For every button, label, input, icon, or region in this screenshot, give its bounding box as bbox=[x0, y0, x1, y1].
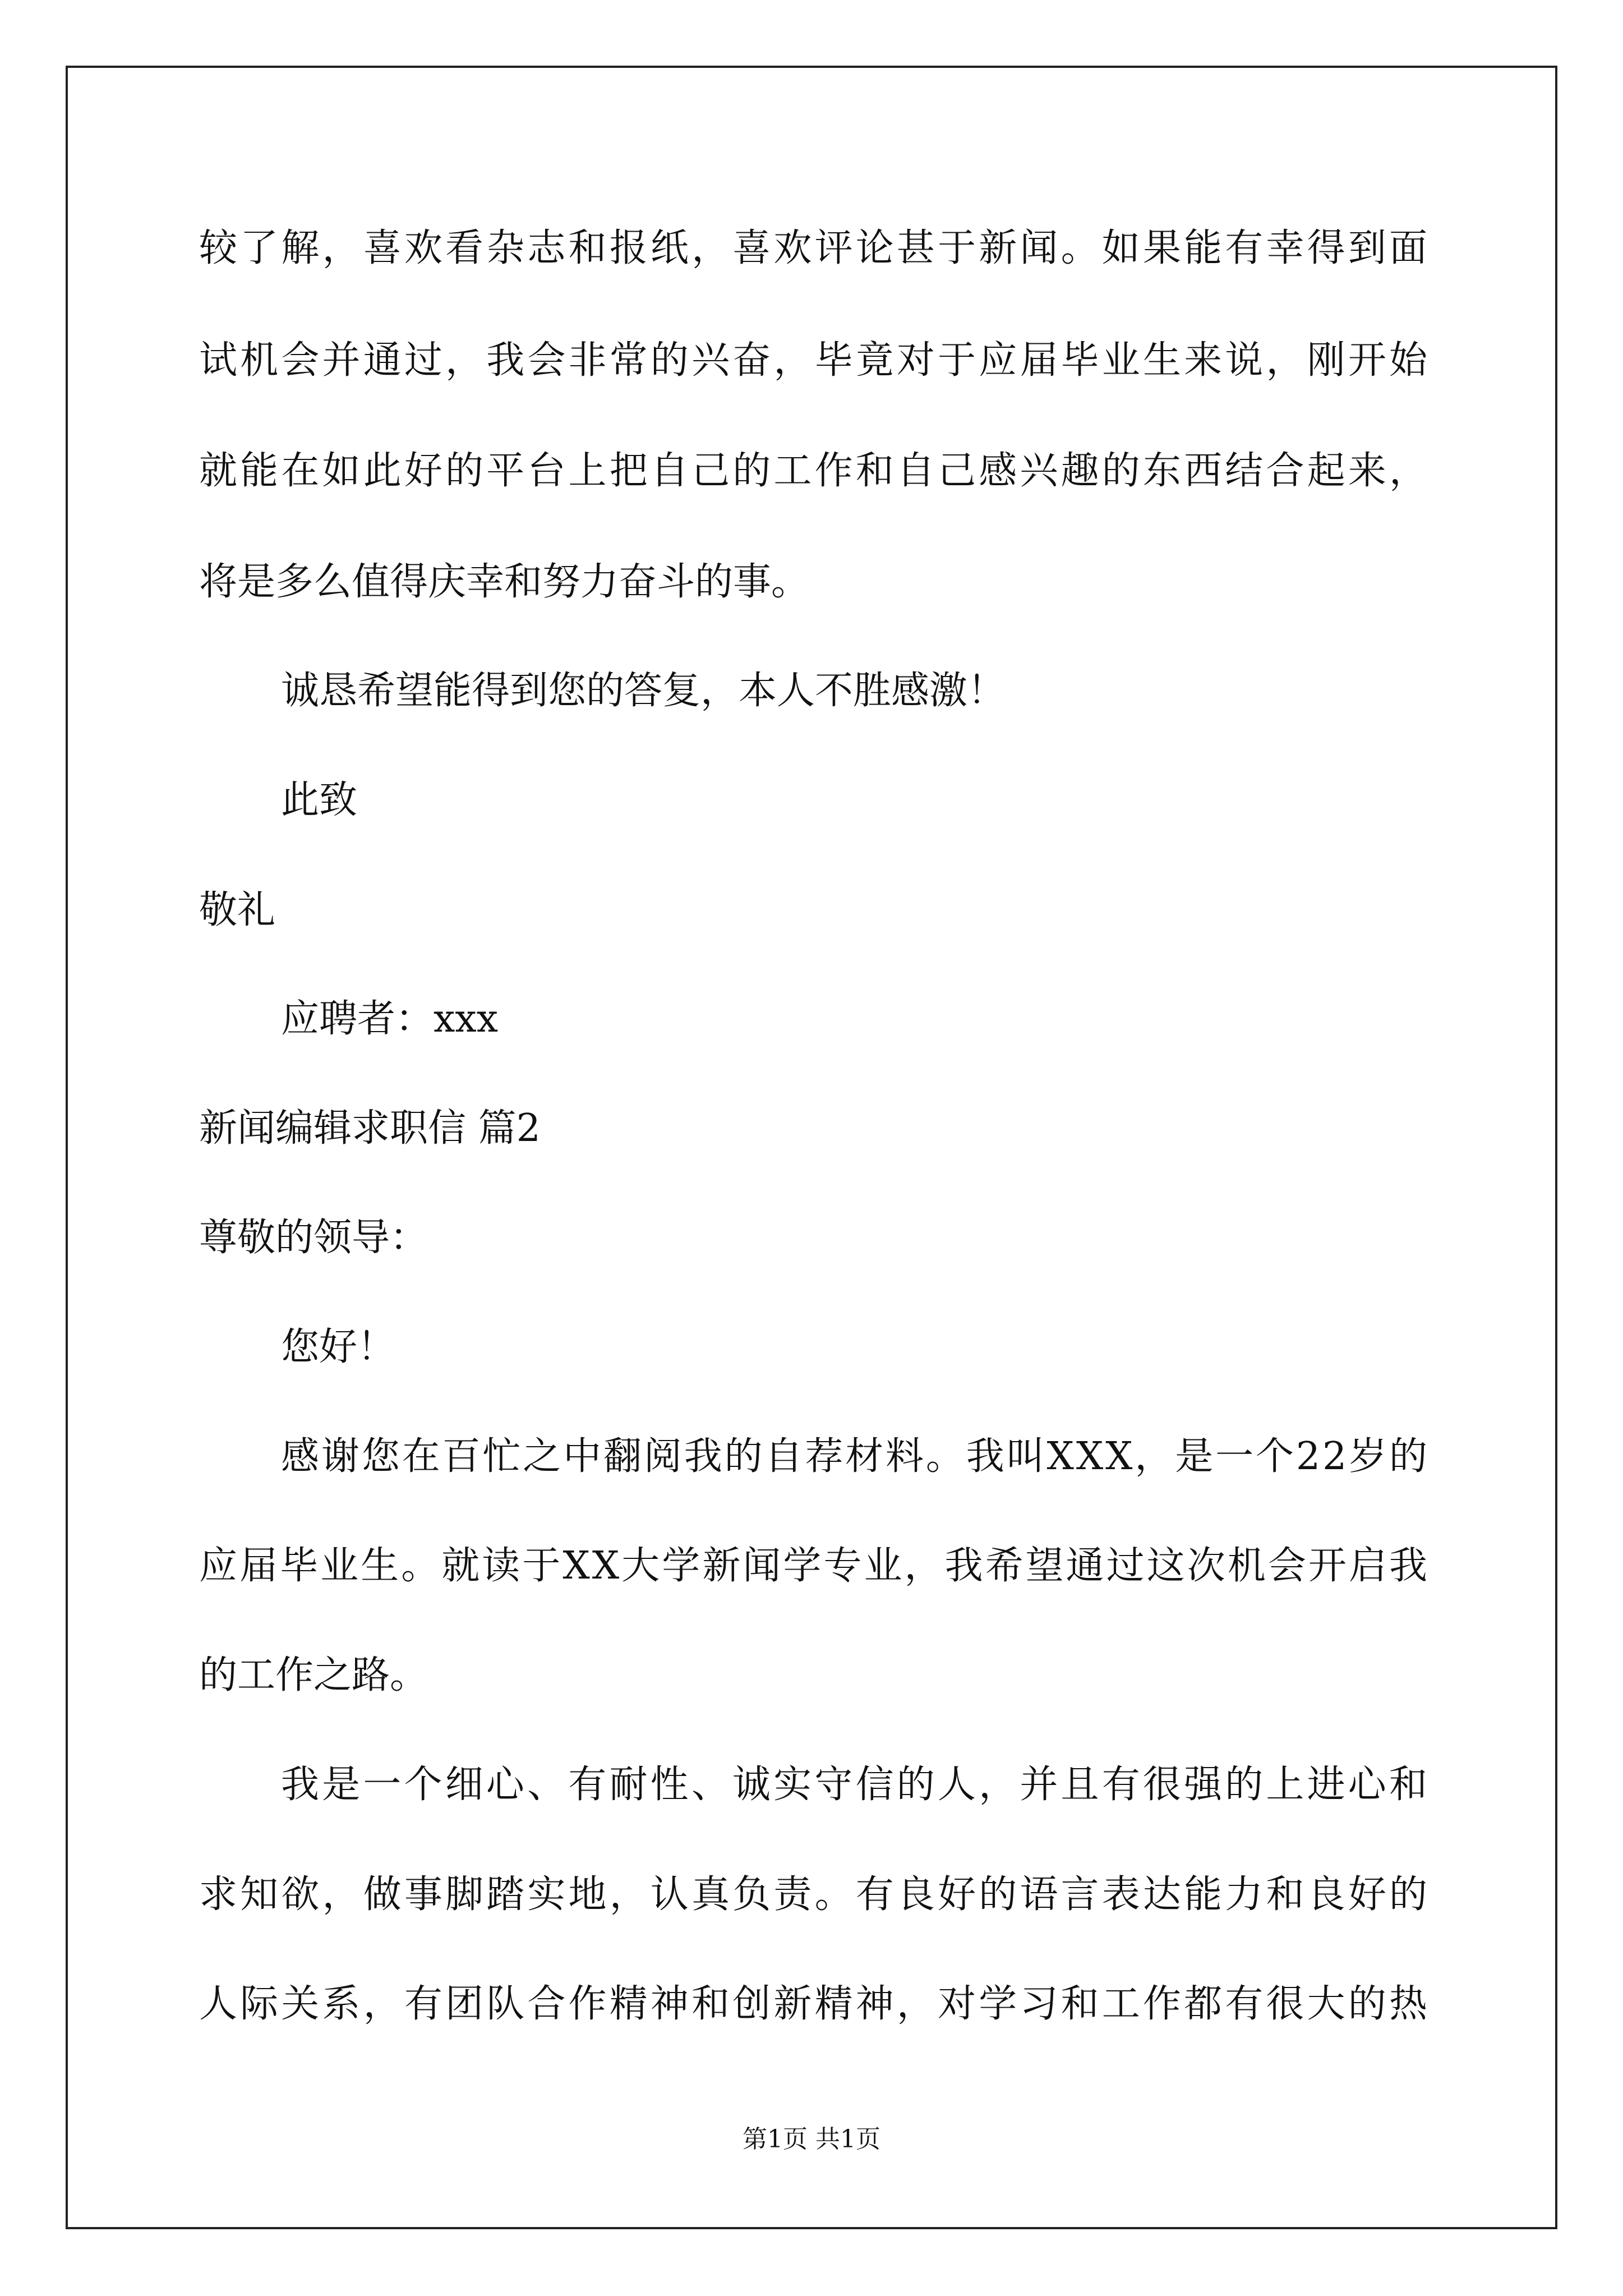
text-line: 将是多么值得庆幸和努力奋斗的事。 bbox=[199, 560, 810, 604]
text-line: 求知欲，做事脚踏实地，认真负责。有良好的语言表达能力和良好的 bbox=[199, 1872, 1431, 1917]
text-line: 诚恳希望能得到您的答复，本人不胜感激！ bbox=[281, 669, 1006, 713]
text-line: 感谢您在百忙之中翻阅我的自荐材料。我叫XXX，是一个22岁的 bbox=[281, 1434, 1430, 1479]
text-line: 人际关系，有团队合作精神和创新精神，对学习和工作都有很大的热 bbox=[199, 1982, 1431, 2026]
text-line: 较了解，喜欢看杂志和报纸，喜欢评论甚于新闻。如果能有幸得到面 bbox=[199, 226, 1431, 270]
text-line: 应届毕业生。就读于XX大学新闻学专业，我希望通过这次机会开启我 bbox=[199, 1544, 1430, 1588]
greeting-line: 您好！ bbox=[281, 1325, 396, 1369]
text-line: 我是一个细心、有耐性、诚实守信的人，并且有很强的上进心和 bbox=[281, 1763, 1431, 1807]
page-footer: 第1页 共1页 bbox=[743, 2125, 880, 2154]
text-line: 就能在如此好的平台上把自己的工作和自己感兴趣的东西结合起来， bbox=[199, 449, 1431, 493]
signature-line: 应聘者：xxx bbox=[281, 997, 499, 1041]
greeting-line: 尊敬的领导： bbox=[199, 1216, 428, 1260]
text-line: 的工作之路。 bbox=[199, 1653, 428, 1697]
salutation-line: 此致 bbox=[281, 778, 358, 822]
salutation-line: 敬礼 bbox=[199, 888, 276, 932]
text-line: 试机会并通过，我会非常的兴奋，毕竟对于应届毕业生来说，刚开始 bbox=[199, 338, 1431, 383]
section-heading: 新闻编辑求职信 篇2 bbox=[199, 1106, 541, 1151]
